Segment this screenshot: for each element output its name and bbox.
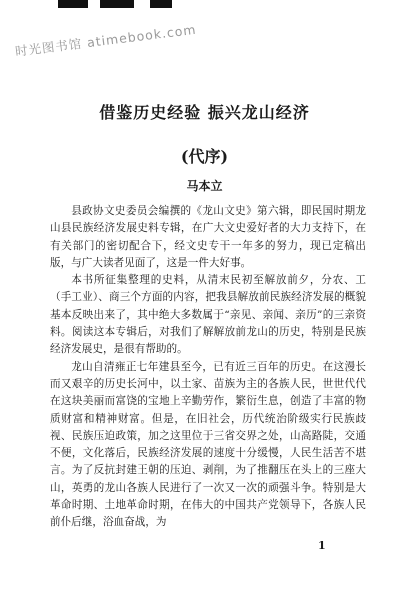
watermark: 时光图书馆 atimebook.com	[14, 21, 198, 59]
body-text	[50, 203, 366, 532]
paragraph: 本书所征集整理的史料，从清末民初至解放前夕，分农、工（手工业）、商三个方面的内容，把我县解放前民族经济发展的概貌基本反映出来了，其中绝大多数属于“亲见、亲闻、亲历”的三亲资料。阅读这本专辑后，对我们了解解放前龙山的历史，特别是民族经济发展史，是很有帮助的。	[50, 274, 366, 356]
page-title: 借鉴历史经验 振兴龙山经济	[99, 103, 310, 122]
edge-mark	[150, 0, 172, 8]
author-name: 马本立	[186, 179, 223, 193]
paragraph: 龙山自清雍正七年建县至今，已有近三百年的历史。在这漫长而又艰辛的历史长河中，以土家、苗族为主的各族人民，世世代代在这块美丽而富饶的宝地上辛勤劳作，繁衍生息，创造了丰富的物质财富和精神财富。但是，在旧社会，历代统治阶级实行民族歧视、民族压迫政策，加之这里位于三省交界之处，山高路陡，交通不便，文化落后，民族经济发展的速度十分缓慢，人民生活苦不堪言。为了反抗封建王朝的压迫、剥削，为了推翻压在头上的三座大山，英勇的龙山各族人民进行了一次又一次的顽强斗争。特别是大革命时期、土地革命时期，在伟大的中国共产党领导下，各族人民前仆后继，浴血奋战，为	[50, 360, 366, 529]
top-edge-marks	[0, 0, 409, 12]
page-subtitle: (代序)	[180, 147, 229, 166]
edge-mark	[58, 0, 88, 8]
edge-mark	[100, 0, 134, 8]
page-number: 1	[318, 539, 326, 552]
paragraph: 县政协文史委员会编撰的《龙山文史》第六辑，即民国时期龙山县民族经济发展史料专辑，在广大文史爱好者的大力支持下，在有关部门的密切配合下，经文史专干一年多的努力，现已定稿出版，与广大读者见面了，这是一件大好事。	[50, 205, 366, 269]
